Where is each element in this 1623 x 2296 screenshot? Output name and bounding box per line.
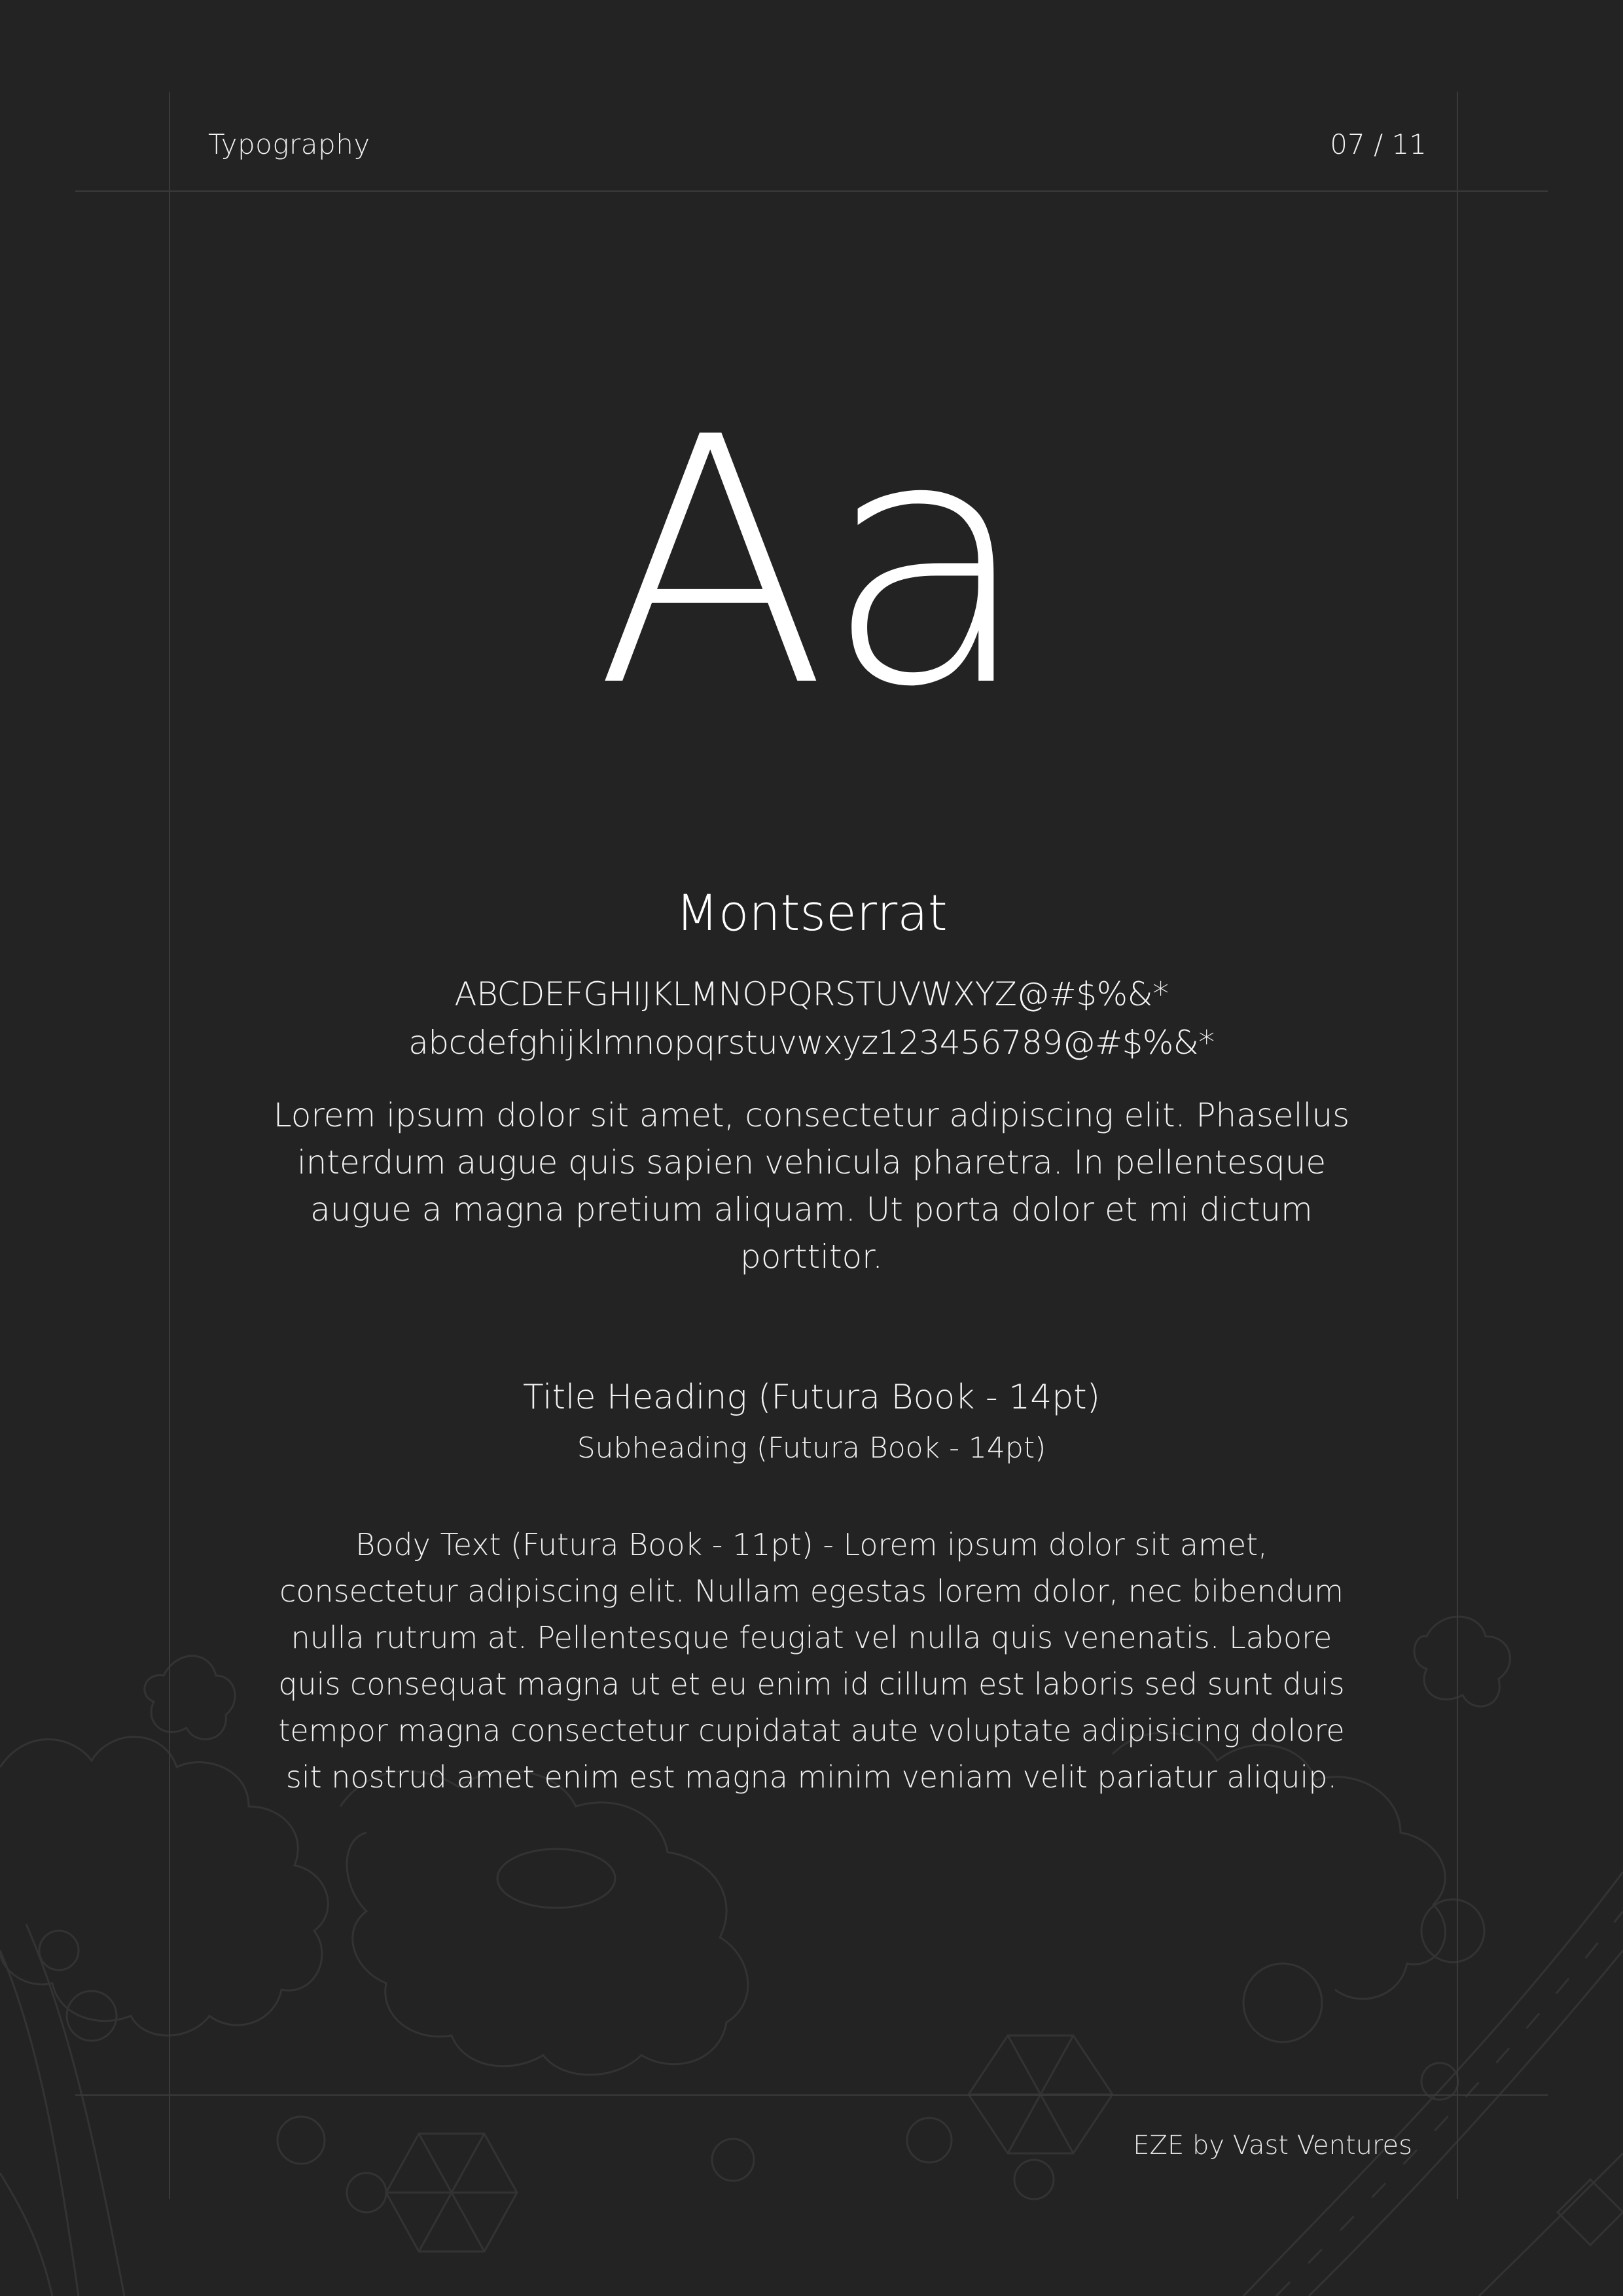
path-curve-left-1 (0, 1950, 79, 2296)
sample-paragraph: Lorem ipsum dolor sit amet, consectetur adipiscing elit. Phasellus interdum augue quis sapien vehicula pharetra. In pellentesque augue a magna pretium aliquam. Ut porta dolor et mi dictum porttitor. (273, 1096, 1350, 1276)
guide-line-top (75, 190, 1548, 192)
body-text-spec: Body Text (Futura Book - 11pt) - Lorem ipsum dolor sit amet, consectetur adipiscing elit. Nullam egestas lorem dolor, nec bibendum nulla rutrum at. Pellentesque feugiat vel nulla quis venenatis. Labore quis consequat magna ut et eu enim id cillum est laboris sed sunt duis tempor magna consectetur cupidatat aute voluptate adipisicing dolore sit nostrud amet enim est magna minim veniam velit pariatur aliquip. (278, 1527, 1345, 1795)
page-counter: 07 / 11 (1330, 128, 1427, 160)
title-heading-spec: Title Heading (Futura Book - 14pt) (523, 1378, 1100, 1417)
tree-6 (907, 2118, 952, 2162)
road-edge-2 (1309, 1950, 1623, 2296)
tree-1 (39, 1931, 79, 1970)
uppercase-set: ABCDEFGHIJKLMNOPQRSTUVWXYZ@#$%&* (454, 975, 1169, 1013)
guide-line-bottom (75, 2094, 1548, 2096)
tree-9 (1421, 1899, 1484, 1962)
font-name: Montserrat (675, 884, 948, 942)
tree-4 (347, 2173, 386, 2212)
path-curve-left-2 (26, 1924, 124, 2296)
tree-8 (1243, 1964, 1322, 2042)
shrub-left (145, 1656, 235, 1739)
tree-3 (277, 2117, 325, 2164)
tree-2 (67, 1991, 116, 2041)
road-centerline (1276, 1911, 1623, 2296)
road-edge-3 (1479, 2153, 1623, 2296)
bench (1558, 2179, 1623, 2245)
type-specimen-glyph: Aa (594, 365, 1029, 761)
tree-5 (712, 2139, 754, 2181)
road-edge-1 (1243, 1872, 1623, 2296)
pond (497, 1849, 615, 1908)
subheading-spec: Subheading (Futura Book - 14pt) (577, 1431, 1046, 1465)
path-curve-left-3 (0, 2173, 52, 2296)
lowercase-set: abcdefghijklmnopqrstuvwxyz123456789@#$%&* (408, 1024, 1215, 1062)
garden-blob-center (340, 1771, 748, 2075)
pavilion-left (386, 2134, 517, 2251)
section-title: Typography (208, 128, 370, 160)
tree-7 (1014, 2160, 1054, 2199)
shrub-right (1414, 1617, 1510, 1706)
character-set (196, 970, 1427, 1067)
footer-brand: EZE by Vast Ventures (1133, 2130, 1412, 2161)
